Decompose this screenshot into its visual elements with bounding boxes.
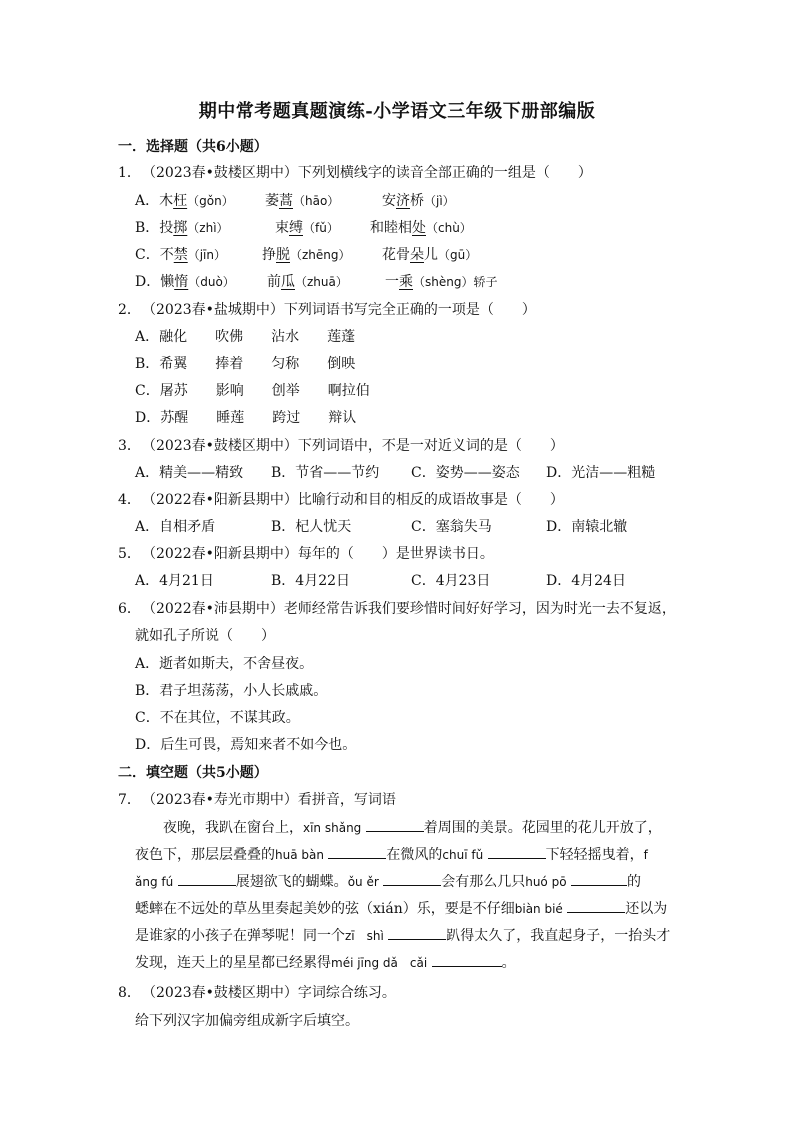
- q6-option-b: B．君子坦荡荡，小人长戚戚。: [135, 683, 328, 699]
- section-header-choice: 一．选择题（共6小题）: [118, 139, 268, 155]
- answer-blank[interactable]: [388, 925, 446, 940]
- question-stem: （2022春•沛县期中）老师经常告诉我们要珍惜时间好好学习，因为时光一去不复返，: [142, 601, 676, 617]
- q7-passage-line-2: 夜色下，那层层叠叠的huā bàn 在微风的chuī fǔ 下轻轻摇曳着，f: [135, 844, 648, 864]
- q2-option-c: C．屠苏 影响 创举 啊拉伯: [135, 383, 370, 399]
- q7-passage-line-3: ǎng fú 展翅欲飞的蝴蝶。ǒu ěr 会有那么几只huó pō 的: [135, 871, 641, 891]
- q3-option-b: B．节省——节约: [271, 465, 380, 481]
- question-8: 8．（2023春•鼓楼区期中）字词综合练习。: [118, 985, 396, 1001]
- q2-option-d: D．苏醒 睡莲 跨过 辩认: [135, 410, 357, 426]
- question-instruction: 给下列汉字加偏旁组成新字后填空。: [135, 1013, 359, 1029]
- question-stem: （2023春•寿光市期中）看拼音，写词语: [142, 792, 396, 808]
- q4-option-d: D．南辕北辙: [546, 519, 628, 535]
- question-3: 3．（2023春•鼓楼区期中）下列词语中，不是一对近义词的是（ ）: [118, 438, 564, 454]
- question-5: 5．（2022春•阳新县期中）每年的（ ）是世界读书日。: [118, 546, 494, 562]
- question-7: 7．（2023春•寿光市期中）看拼音，写词语: [118, 792, 396, 808]
- question-number: 1．: [118, 165, 141, 181]
- q6-option-d: D．后生可畏，焉知来者不如今也。: [135, 737, 357, 753]
- q6-option-c: C．不在其位，不谋其政。: [135, 710, 300, 726]
- q7-passage-line-6: 发现，连天上的星星都已经累得méi jīng dǎ cǎi 。: [135, 952, 516, 972]
- answer-blank[interactable]: [383, 871, 441, 886]
- q7-passage-line-5: 是谁家的小孩子在弹琴呢！同一个zī shì 趴得太久了，我直起身子，一抬头才: [135, 925, 670, 945]
- question-stem-continued: 就如孔子所说（ ）: [135, 628, 275, 644]
- q7-passage-line-1: 夜晚，我趴在窗台上，xīn shǎng 着周围的美景。花园里的花儿开放了，: [135, 817, 662, 837]
- q5-option-b: B．4月22日: [271, 573, 351, 589]
- q7-passage-line-4: 蟋蟀在不远处的草丛里奏起美妙的弦（xián）乐，要是不仔细biàn bié 还以为: [135, 898, 667, 918]
- q4-option-c: C．塞翁失马: [411, 519, 492, 535]
- answer-blank[interactable]: [567, 898, 625, 913]
- answer-blank[interactable]: [488, 844, 546, 859]
- question-stem: （2023春•盐城期中）下列词语书写完全正确的一项是（ ）: [142, 302, 536, 318]
- q3-option-d: D．光洁——粗糙: [546, 465, 656, 481]
- question-stem: （2023春•鼓楼区期中）字词综合练习。: [142, 985, 396, 1001]
- q1-option-d: D．懒惰（duò） 前瓜（zhuā） 一乘（shèng）轿子: [135, 274, 498, 290]
- q2-option-a: A．融化 吹佛 沾水 莲蓬: [135, 329, 356, 345]
- question-2: 2．（2023春•盐城期中）下列词语书写完全正确的一项是（ ）: [118, 302, 536, 318]
- answer-blank[interactable]: [328, 844, 386, 859]
- question-stem: （2023春•鼓楼区期中）下列词语中，不是一对近义词的是（ ）: [142, 438, 564, 454]
- answer-blank[interactable]: [571, 871, 627, 886]
- q5-option-d: D．4月24日: [546, 573, 626, 589]
- question-stem: （2022春•阳新县期中）每年的（ ）是世界读书日。: [142, 546, 494, 562]
- q3-option-a: A．精美——精致: [135, 465, 244, 481]
- q1-option-b: B．投掷（zhì） 束缚（fǔ） 和睦相处（chù）: [135, 220, 472, 236]
- page-title: 期中常考题真题演练-小学语文三年级下册部编版: [198, 101, 596, 122]
- question-6: 6．（2022春•沛县期中）老师经常告诉我们要珍惜时间好好学习，因为时光一去不复返，: [118, 601, 676, 617]
- answer-blank[interactable]: [432, 952, 502, 967]
- question-4: 4．（2022春•阳新县期中）比喻行动和目的相反的成语故事是（ ）: [118, 492, 564, 508]
- q1-option-c: C．不禁（jīn） 挣脱（zhēng） 花骨朵儿（gū）: [135, 247, 478, 263]
- q3-option-c: C．姿势——姿态: [411, 465, 520, 481]
- question-stem: （2022春•阳新县期中）比喻行动和目的相反的成语故事是（ ）: [142, 492, 564, 508]
- question-1: [118, 162, 592, 182]
- q2-option-b: B．希翼 捧着 匀称 倒映: [135, 356, 356, 372]
- q1-option-a: A．木枉（gǒn） 萎蒿（hāo） 安济桥（jì）: [135, 193, 455, 209]
- q4-option-b: B．杞人忧天: [271, 519, 352, 535]
- answer-blank[interactable]: [366, 817, 424, 832]
- question-stem: （2023春•鼓楼区期中）下列划横线字的读音全部正确的一组是（ ）: [142, 165, 592, 181]
- section-header-fill: 二．填空题（共5小题）: [118, 765, 268, 781]
- answer-blank[interactable]: [178, 871, 236, 886]
- q5-option-c: C．4月23日: [411, 573, 491, 589]
- q5-option-a: A．4月21日: [135, 573, 214, 589]
- q4-option-a: A．自相矛盾: [135, 519, 216, 535]
- q6-option-a: A．逝者如斯夫，不舍昼夜。: [135, 656, 314, 672]
